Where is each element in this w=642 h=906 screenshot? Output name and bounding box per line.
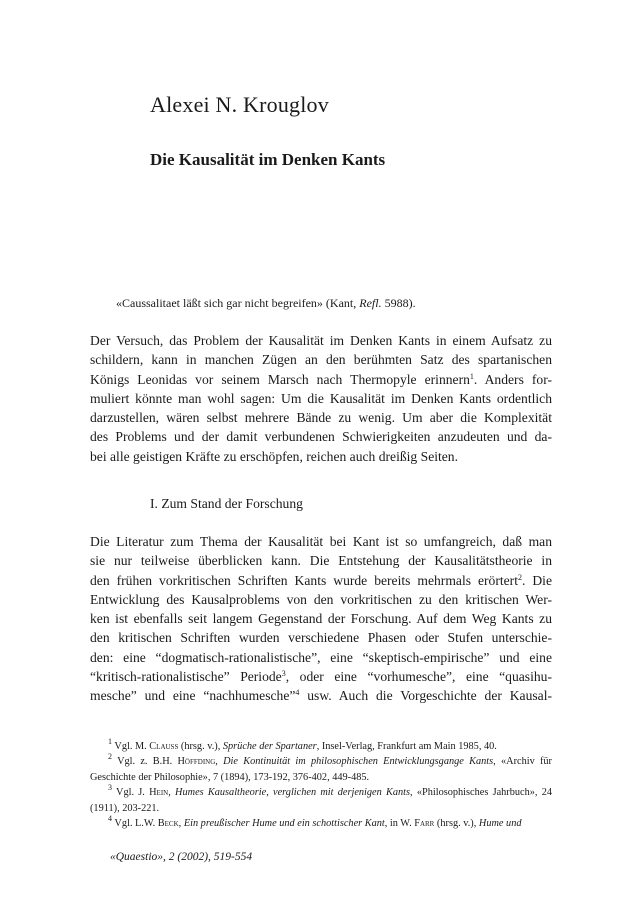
footnote-ref[interactable]: 1: [469, 371, 474, 381]
journal-citation: «Quaestio», 2 (2002), 519-554: [110, 851, 253, 863]
footnotes: [90, 739, 552, 831]
footnote-number: 4: [108, 814, 112, 824]
line-text: Königs Leonidas vor seinem Marsch nach Thermopyle erinnern: [90, 371, 470, 387]
intro-paragraph: [90, 331, 552, 466]
paragraph-line: Die Literatur zum Thema der Kausalität bei Kant ist so umfangreich, daß man: [90, 534, 552, 549]
footnote: [90, 816, 552, 831]
footnote-number: 2: [108, 752, 112, 762]
paragraph-line: ken ist ebenfalls seit langem Gegenstand der Forschung. Auf dem Weg Kants zu: [90, 611, 552, 627]
line-text: , oder eine “vorhumesche”, eine “quasihu-: [285, 669, 552, 685]
footnote-ref[interactable]: 4: [295, 688, 300, 698]
footnote-ref[interactable]: 2: [517, 572, 522, 582]
footnote-ref[interactable]: 3: [281, 669, 286, 679]
footnote-text: , Insel-Verlag, Frankfurt am Main 1985, 40.: [316, 741, 497, 752]
work-title: Humes Kausaltheorie, verglichen mit derjenigen Kants: [175, 787, 411, 799]
footnote-text: ,: [178, 818, 184, 830]
footnote: [90, 739, 552, 754]
paragraph-line: muliert könnte man wohl sagen: Um die Kausalität im Denken Kants ordentlich: [90, 390, 552, 406]
paragraph-line: [90, 571, 552, 590]
line-text: . Anders for-: [473, 371, 552, 387]
work-title: Sprüche der Spartaner: [222, 741, 317, 752]
footnote-number: 3: [108, 783, 112, 793]
author-name: Alexei N. Krouglov: [150, 92, 329, 117]
footnote-text: Vgl. L.W.: [112, 818, 158, 830]
body-paragraph: [90, 532, 552, 706]
section-heading: I. Zum Stand der Forschung: [150, 496, 303, 511]
footnote-text: , «Archiv für Geschichte der Philosophie», 7 (1894), 173-192, 376-402, 449-485.: [90, 756, 552, 783]
footnote-text: (hrsg. v.),: [434, 818, 479, 830]
footnote-text: Vgl. M.: [112, 741, 150, 752]
line-text: “kritisch-rationalistische” Periode: [90, 669, 282, 685]
paragraph-line: [90, 686, 552, 705]
epigraph-ref-rest: 5988).: [381, 296, 416, 310]
paragraph-line: bei alle geistigen Kräfte zu erschöpfen, reichen auch dreißig Seiten.: [90, 448, 459, 464]
paragraph-line: Entwicklung des Kausalproblems von den vorkritischen zu den kritischen Wer-: [90, 591, 552, 607]
author-name-sc: Beck: [157, 818, 179, 830]
paragraph-line: den: eine “dogmatisch-rationalistische”, eine “skeptisch-empirische” und eine: [90, 649, 552, 665]
paragraph-line: des Problems und der damit verbundenen Schwierigkeiten anzudeuten und da-: [90, 429, 552, 445]
paragraph-line: darzustellen, wären selbst mehrere Bände zu wenig. Um aber die Komplexität: [90, 410, 552, 426]
author-name-sc: Farr: [414, 818, 435, 830]
paragraph-line: sie nur teilweise überblicken kann. Die Entstehung der Kausalitätstheorie in: [90, 553, 552, 569]
author-name-sc: Clauss: [149, 741, 179, 752]
line-text: den frühen vorkritischen Schriften Kants wurde bereits mehrmals erörtert: [90, 572, 518, 588]
work-title: Hume und: [478, 818, 522, 830]
footnote: [90, 754, 552, 785]
line-text: usw. Auch die Vorgeschichte der Kausal-: [299, 688, 552, 704]
epigraph: [116, 296, 416, 311]
footnote-text: ,: [215, 756, 224, 768]
work-title: Ein preußischer Hume und ein schottischer Kant: [183, 818, 385, 830]
paragraph-line: Der Versuch, das Problem der Kausalität im Denken Kants in einem Aufsatz zu: [90, 333, 552, 348]
footnote-text: ,: [168, 787, 176, 799]
footnote-text: (hrsg. v.),: [178, 741, 223, 752]
epigraph-ref-italic: Refl.: [359, 296, 382, 310]
epigraph-quote: «Caussalitaet läßt sich gar nicht begreifen» (Kant,: [116, 296, 360, 310]
article-title: Die Kausalität im Denken Kants: [150, 150, 386, 169]
footnote-text: Vgl. J.: [112, 787, 150, 799]
paragraph-line: [90, 370, 552, 389]
work-title: Die Kontinuität im philosophischen Entwicklungsgange Kants: [223, 756, 494, 768]
footnote-text: Vgl. z. B.H.: [112, 756, 178, 768]
paragraph-line: [90, 667, 552, 686]
author-name-sc: Hein: [149, 787, 169, 799]
footnote-text: , «Philosophisches Jahrbuch», 24 (1911), 203-221.: [90, 787, 553, 814]
paragraph-line: den kritischen Schriften wurden verschiedene Phasen oder Stufen unterschie-: [90, 630, 552, 646]
footnote-number: 1: [108, 737, 112, 746]
line-text: mesche” und eine “nachhumesche”: [90, 688, 296, 704]
author-name-sc: Höffding: [177, 756, 216, 768]
footnote-text: , in W.: [384, 818, 415, 830]
line-text: . Die: [521, 572, 552, 588]
paragraph-line: schildern, kann in manchen Zügen an den berühmten Satz des spartanischen: [90, 352, 552, 368]
footnote: [90, 785, 552, 816]
